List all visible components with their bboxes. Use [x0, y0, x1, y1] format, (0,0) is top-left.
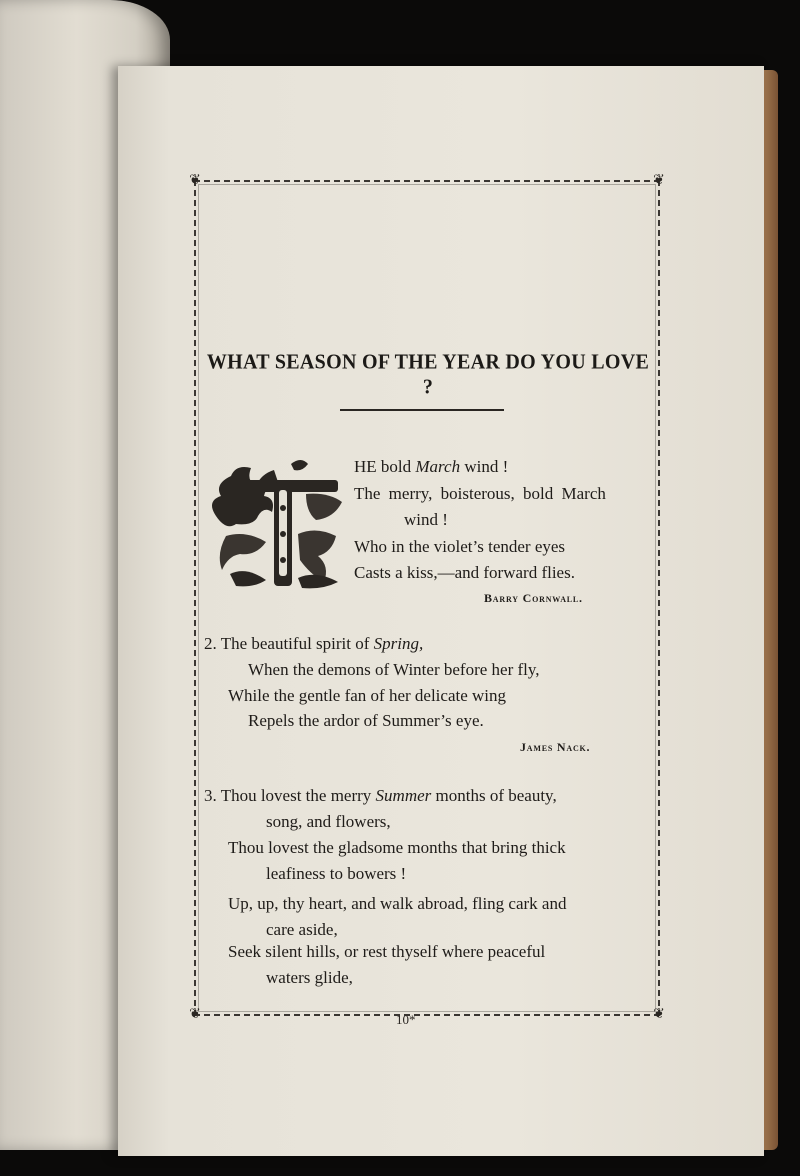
poem1-line1: HE bold March wind ! — [354, 457, 509, 476]
fleuron-icon: ❦ — [653, 173, 665, 188]
fleuron-icon: ❦ — [189, 173, 201, 188]
poem1-line3: wind ! — [404, 510, 448, 529]
poem3-line2: song, and flowers, — [266, 812, 391, 831]
poem1-line5: Casts a kiss,—and forward flies. — [354, 563, 575, 582]
poem2-line1: 2. The beautiful spirit of Spring, — [204, 634, 424, 653]
poem2-author: James Nack. — [520, 740, 591, 754]
fleuron-icon: ❦ — [653, 1007, 665, 1022]
poem1-author: Barry Cornwall. — [484, 591, 583, 605]
poem3-line3: Thou lovest the gladsome months that bring thick — [228, 838, 566, 857]
poem3-line8: waters glide, — [266, 968, 353, 987]
poem1-line2: The merry, boisterous, bold March — [354, 484, 606, 503]
poem2-line3: While the gentle fan of her delicate wing — [228, 686, 507, 705]
fleuron-icon: ❦ — [189, 1007, 201, 1022]
poem2-line2: When the demons of Winter before her fly, — [248, 660, 540, 679]
title-rule — [340, 409, 504, 411]
poem3-line1: 3. Thou lovest the merry Summer months of beauty, — [204, 786, 557, 805]
poem1-line4: Who in the violet’s tender eyes — [354, 537, 566, 556]
poem3-line6: care aside, — [266, 920, 338, 939]
poem3-line5: Up, up, thy heart, and walk abroad, fling cark and — [228, 894, 567, 913]
poem3-line7: Seek silent hills, or rest thyself where peaceful — [228, 942, 546, 961]
poem2-line4: Repels the ardor of Summer’s eye. — [248, 711, 484, 730]
page-number: 10* — [396, 1012, 416, 1027]
decorated-initial-icon — [206, 456, 346, 590]
poem3-line4: leafiness to bowers ! — [266, 864, 407, 883]
page-title: WHAT SEASON OF THE YEAR DO YOU LOVE ? — [206, 350, 650, 399]
